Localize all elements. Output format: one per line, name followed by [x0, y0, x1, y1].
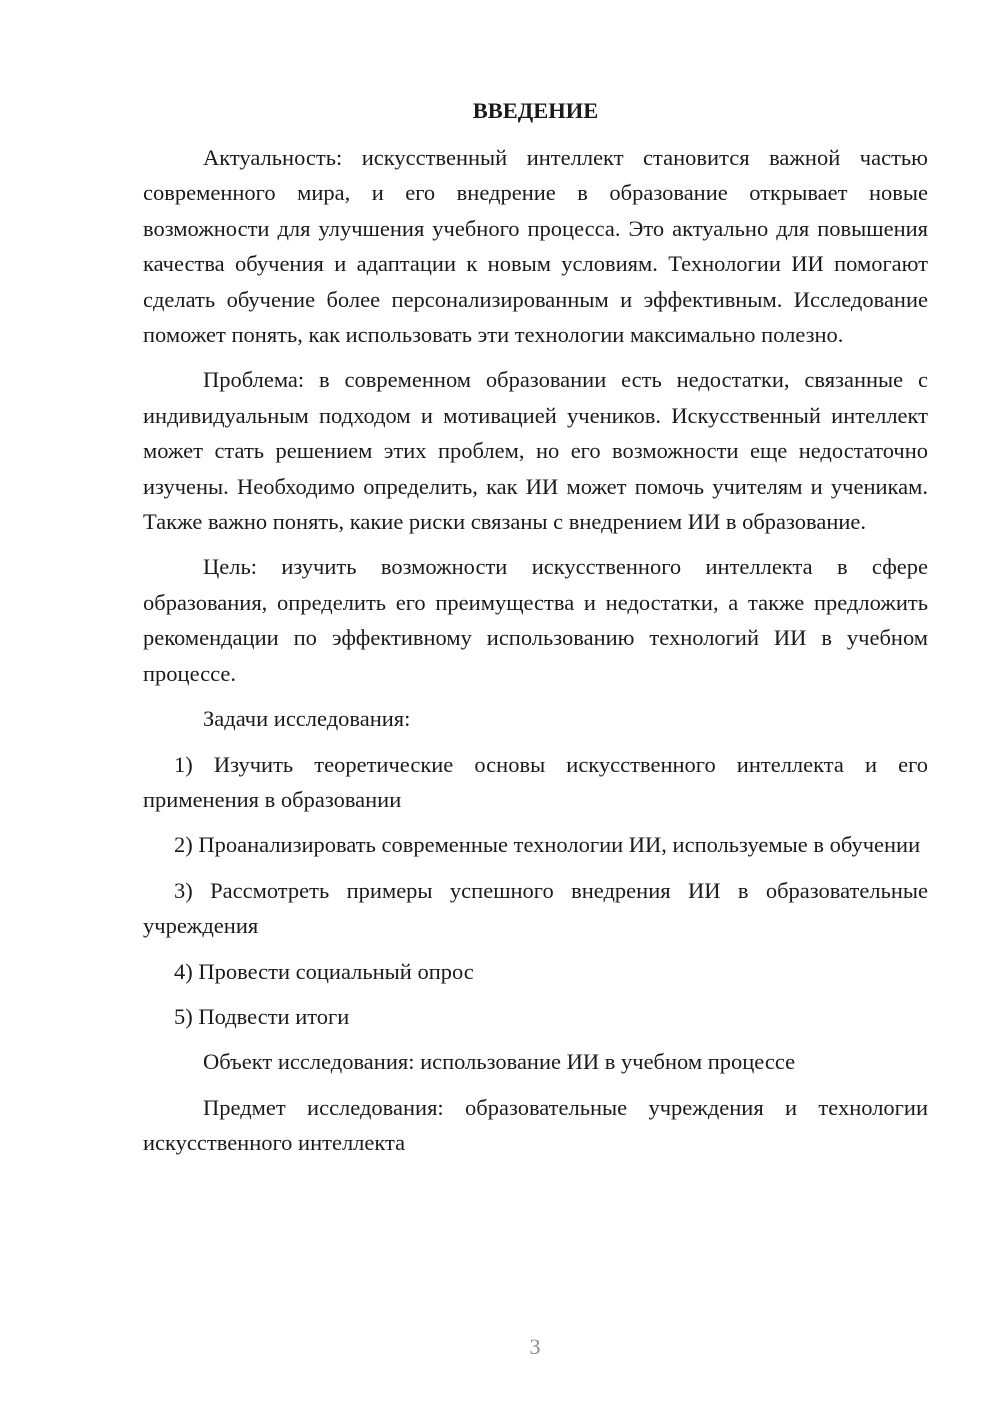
section-title: ВВЕДЕНИЕ [472, 98, 599, 123]
tasks-heading: Задачи исследования: [203, 706, 411, 732]
task-item-2: 2) Проанализировать современные технологии ИИ, используемые в обучении [174, 832, 921, 858]
paragraph-relevance: Актуальность: искусственный интеллект становится важной частью современного мира, и его внедрение в образование открывает новые возможности для улучшения учебного процесса. Это актуально для повышения качества обучения и адаптации к новым условиям. Технологии ИИ помогают сделать обучение более персонализированным и эффективным. Исследование поможет понять, как использовать эти технологии максимально полезно. [143, 145, 928, 348]
paragraph-subject: Предмет исследования: образовательные учреждения и технологии искусственного интеллекта [143, 1094, 928, 1156]
paragraph-object: Объект исследования: использование ИИ в учебном процессе [203, 1049, 796, 1075]
paragraph-problem: Проблема: в современном образовании есть недостатки, связанные с индивидуальным подходом и мотивацией учеников. Искусственный интеллект может стать решением этих проблем, но его возможности еще недостаточно изучены. Необходимо определить, как ИИ может помочь учителям и ученикам. Также важно понять, какие риски связаны с внедрением ИИ в образование. [143, 367, 928, 535]
paragraph-goal: Цель: изучить возможности искусственного интеллекта в сфере образования, определить его преимущества и недостатки, а также предложить рекомендации по эффективному использованию технологий ИИ в учебном процессе. [143, 554, 928, 686]
task-item-4: 4) Провести социальный опрос [174, 958, 474, 984]
task-item-5: 5) Подвести итоги [174, 1003, 350, 1029]
task-item-1: 1) Изучить теоретические основы искусственного интеллекта и его применения в образовании [143, 751, 928, 812]
task-item-3: 3) Рассмотреть примеры успешного внедрения ИИ в образовательные учреждения [143, 877, 928, 939]
page-content [143, 96, 928, 1171]
page-number: 3 [529, 1334, 541, 1359]
